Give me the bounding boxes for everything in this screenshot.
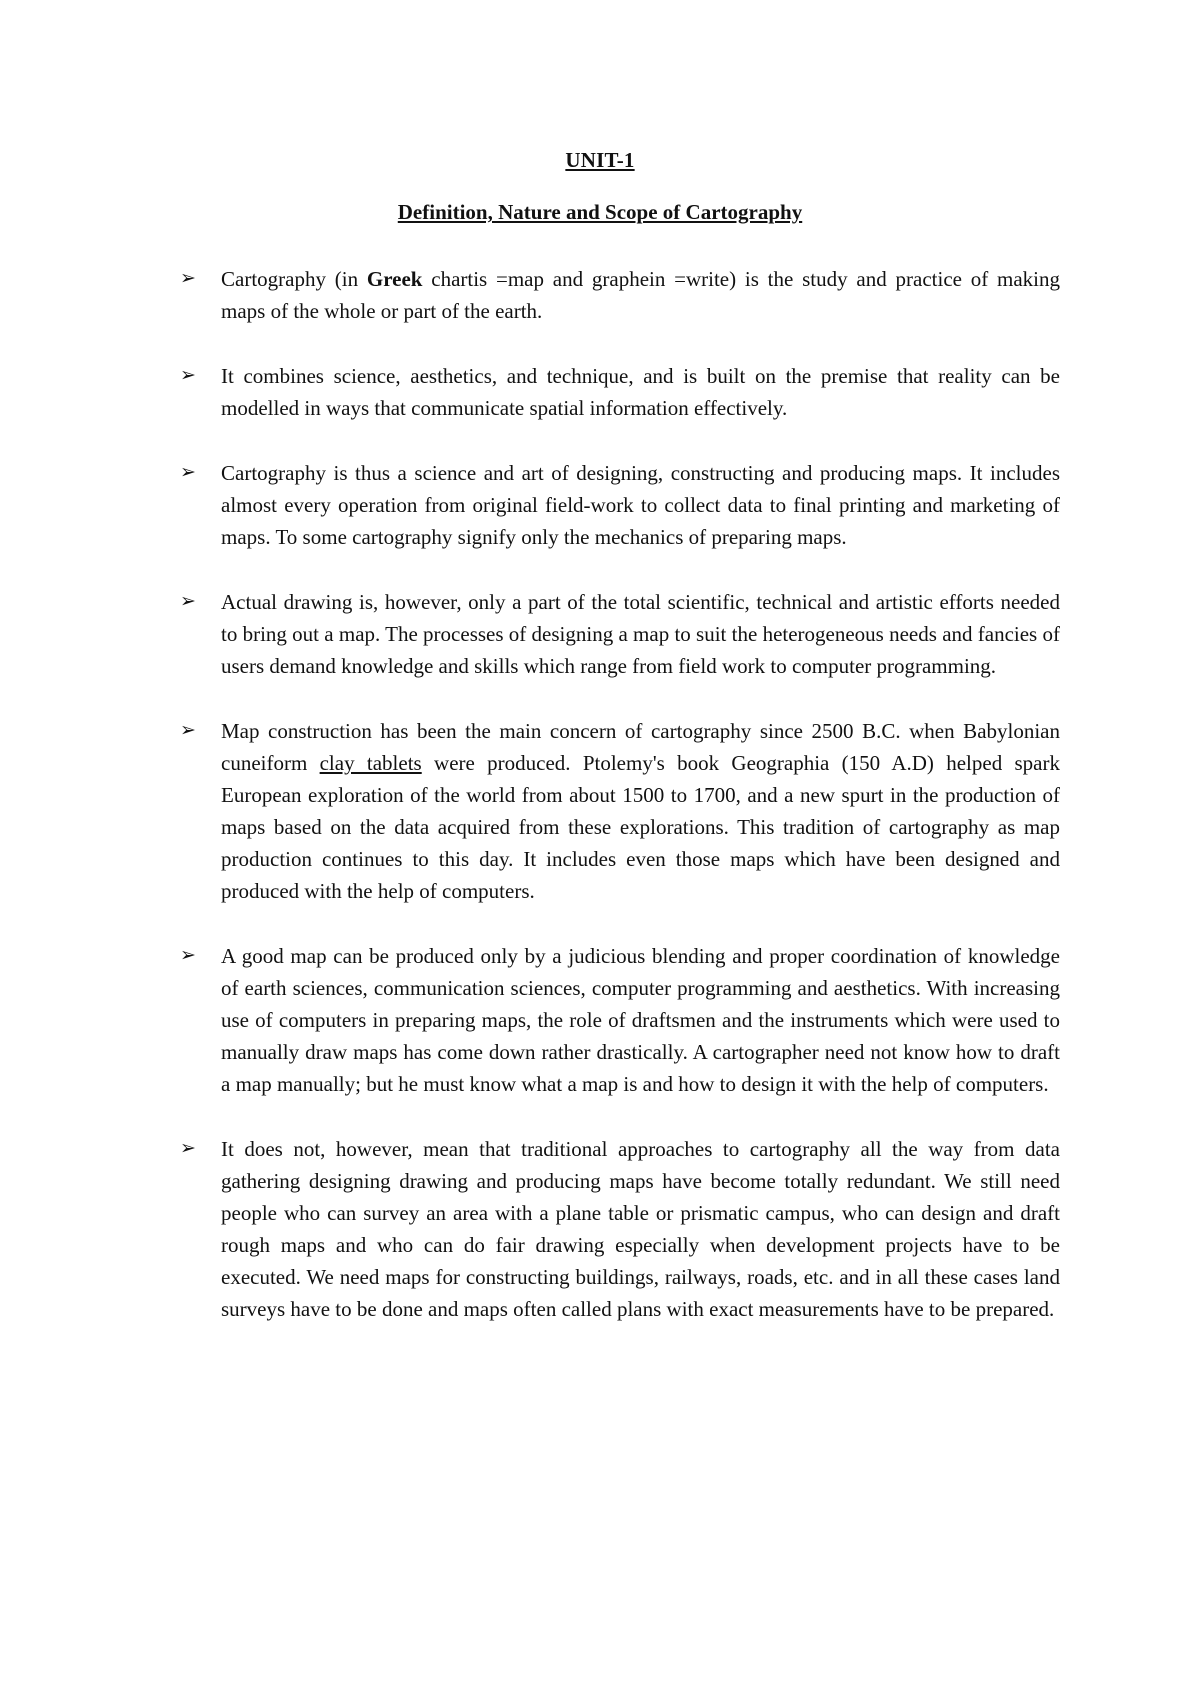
arrow-bullet-icon: ➢ xyxy=(180,945,196,966)
list-item xyxy=(180,360,1060,424)
arrow-bullet-icon: ➢ xyxy=(180,591,196,612)
bullet-text: It combines science, aesthetics, and technique, and is built on the premise that reality can be modelled in ways that communicate spatial information effectively. xyxy=(221,364,1060,420)
bullet-list xyxy=(180,263,1060,1358)
arrow-bullet-icon: ➢ xyxy=(180,720,196,741)
bullet-text: Actual drawing is, however, only a part of the total scientific, technical and artistic efforts needed to bring out a map. The processes of designing a map to suit the heterogeneous needs and fancies of users demand knowledge and skills which range from field work to computer programming. xyxy=(221,590,1060,678)
arrow-bullet-icon: ➢ xyxy=(180,365,196,386)
unit-title: UNIT-1 xyxy=(565,148,635,172)
bullet-text-before: Map construction has been the main concern of cartography since 2500 B.C. when Babylonian cuneiform xyxy=(221,719,1060,775)
list-item xyxy=(180,586,1060,682)
underlined-term: clay tablets xyxy=(319,751,422,775)
bullet-text: Cartography is thus a science and art of designing, constructing and producing maps. It includes almost every operation from original field-work to collect data to final printing and marketing of maps. To some cartography signify only the mechanics of preparing maps. xyxy=(221,461,1060,549)
bold-term: Greek xyxy=(366,267,423,291)
list-item xyxy=(180,457,1060,553)
bullet-text: It does not, however, mean that traditional approaches to cartography all the way from data gathering designing drawing and producing maps have become totally redundant. We still need people who can survey an area with a plane table or prismatic campus, who can design and draft rough maps and who can do fair drawing especially when development projects have to be executed. We need maps for constructing buildings, railways, roads, etc. and in all these cases land surveys have to be done and maps often called plans with exact measurements have to be prepared. xyxy=(221,1137,1060,1321)
list-item xyxy=(180,263,1060,327)
bullet-text-after: chartis =map and graphein =write) is the study and practice of making maps of the whole or part of the earth. xyxy=(221,267,1060,323)
bullet-text: A good map can be produced only by a judicious blending and proper coordination of knowledge of earth sciences, communication sciences, computer programming and aesthetics. With increasing use of computers in preparing maps, the role of draftsmen and the instruments which were used to manually draw maps has come down rather drastically. A cartographer need not know how to draft a map manually; but he must know what a map is and how to design it with the help of computers. xyxy=(221,944,1060,1096)
arrow-bullet-icon: ➢ xyxy=(180,268,196,289)
document-heading: Definition, Nature and Scope of Cartography xyxy=(397,200,803,224)
bullet-text-before: Cartography (in xyxy=(221,267,367,291)
list-item xyxy=(180,1133,1060,1325)
list-item xyxy=(180,940,1060,1100)
arrow-bullet-icon: ➢ xyxy=(180,1138,196,1159)
arrow-bullet-icon: ➢ xyxy=(180,462,196,483)
bullet-text-after: were produced. Ptolemy's book Geographia (150 A.D) helped spark European exploration of the world from about 1500 to 1700, and a new spurt in the production of maps based on the data acquired from these explorations. This tradition of cartography as map production continues to this day. It includes even those maps which have been designed and produced with the help of computers. xyxy=(221,751,1060,903)
list-item xyxy=(180,715,1060,907)
